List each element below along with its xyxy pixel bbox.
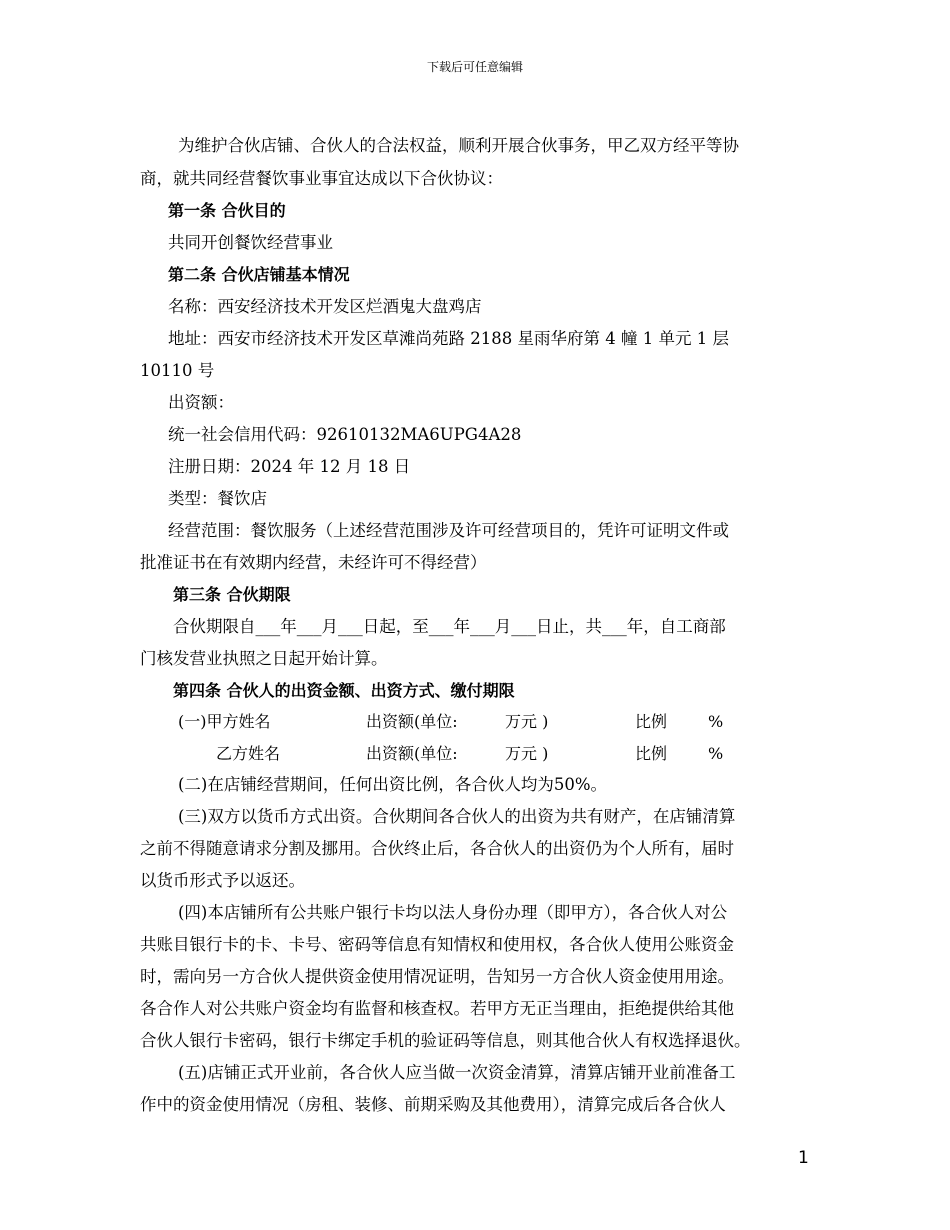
page-number: 1 — [798, 1148, 809, 1168]
ratio-label: 比例 — [635, 744, 668, 763]
amount-unit: 万元 ) — [505, 712, 549, 731]
amount-unit: 万元 ) — [505, 744, 549, 763]
paragraph-line: 10110 号 — [140, 361, 215, 380]
partner-row — [0, 712, 950, 732]
paragraph-line: 作中的资金使用情况（房租、装修、前期采购及其他费用），清算完成后各合伙人 — [140, 1095, 726, 1114]
amount-label: 出资额(单位: — [366, 712, 458, 731]
paragraph-line: 注册日期：2024 年 12 月 18 日 — [168, 457, 411, 476]
paragraph-line: 以货币形式予以返还。 — [140, 871, 305, 890]
paragraph-line: 为维护合伙店铺、合伙人的合法权益，顺利开展合伙事务，甲乙双方经平等协 — [178, 136, 739, 155]
paragraph-line: 合伙人银行卡密码，银行卡绑定手机的验证码等信息，则其他合伙人有权选择退伙。 — [140, 1031, 751, 1050]
article-heading: 第四条 合伙人的出资金额、出资方式、缴付期限 — [173, 681, 515, 700]
paragraph-line: 统一社会信用代码：92610132MA6UPG4A28 — [168, 425, 522, 444]
article-heading: 第三条 合伙期限 — [173, 585, 291, 604]
paragraph-line: 时，需向另一方合伙人提供资金使用情况证明，告知另一方合伙人资金使用用途。 — [140, 967, 734, 986]
article-heading: 第二条 合伙店铺基本情况 — [168, 265, 350, 284]
paragraph-line: 共同开创餐饮经营事业 — [168, 233, 333, 252]
paragraph-line: (三)双方以货币方式出资。合伙期间各合伙人的出资为共有财产，在店铺清算 — [178, 807, 736, 826]
paragraph-line: 经营范围：餐饮服务（上述经营范围涉及许可经营项目的，凭许可证明文件或 — [168, 521, 729, 540]
page-header: 下载后可任意编辑 — [426, 60, 523, 74]
paragraph-line: 批准证书在有效期内经营，未经许可不得经营） — [140, 553, 487, 572]
percent-sign: % — [708, 744, 724, 763]
partner-name: (一)甲方姓名 — [178, 712, 271, 731]
amount-label: 出资额(单位: — [366, 744, 458, 763]
paragraph-line: 共账目银行卡的卡、卡号、密码等信息有知情权和使用权，各合伙人使用公账资金 — [140, 935, 734, 954]
paragraph-line: 之前不得随意请求分割及挪用。合伙终止后，各合伙人的出资仍为个人所有，届时 — [140, 839, 734, 858]
paragraph-line: (二)在店铺经营期间，任何出资比例，各合伙人均为50%。 — [178, 775, 608, 794]
paragraph-line: 类型：餐饮店 — [168, 489, 267, 508]
partner-name: 乙方姓名 — [216, 744, 281, 763]
paragraph-line: 名称：西安经济技术开发区烂酒鬼大盘鸡店 — [168, 297, 482, 316]
paragraph-line: 合伙期限自___年___月___日起，至___年___月___日止，共___年，自工商部 — [173, 617, 726, 636]
paragraph-line: 出资额： — [168, 393, 234, 412]
partner-row — [0, 744, 950, 764]
paragraph-line: 地址：西安市经济技术开发区草滩尚苑路 2188 星雨华府第 4 幢 1 单元 1 层 — [168, 329, 729, 348]
paragraph-line: 商，就共同经营餐饮事业事宜达成以下合伙协议： — [140, 169, 503, 188]
paragraph-line: (四)本店铺所有公共账户银行卡均以法人身份办理（即甲方），各合伙人对公 — [178, 903, 728, 922]
paragraph-line: 门核发营业执照之日起开始计算。 — [140, 649, 388, 668]
percent-sign: % — [708, 712, 724, 731]
article-heading: 第一条 合伙目的 — [168, 201, 286, 220]
paragraph-line: (五)店铺正式开业前，各合伙人应当做一次资金清算，清算店铺开业前准备工 — [178, 1063, 736, 1082]
paragraph-line: 各合作人对公共账户资金均有监督和核查权。若甲方无正当理由，拒绝提供给其他 — [140, 999, 734, 1018]
ratio-label: 比例 — [635, 712, 668, 731]
